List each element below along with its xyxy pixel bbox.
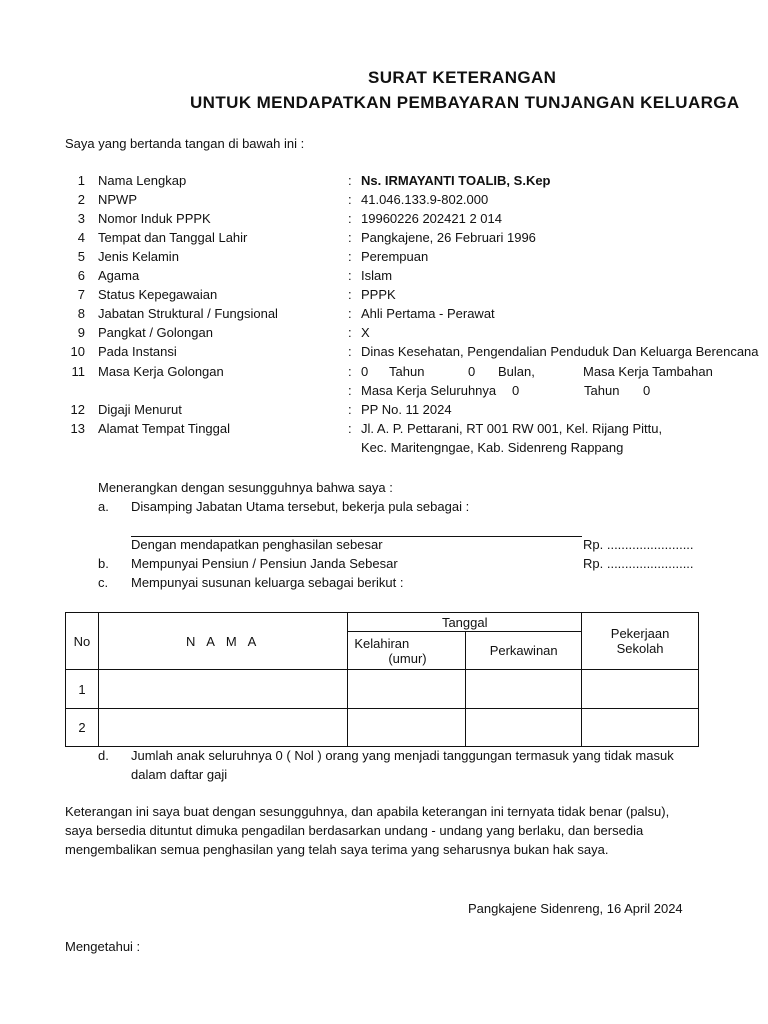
field-label: Jenis Kelamin: [98, 249, 179, 264]
place-date: Pangkajene Sidenreng, 16 April 2024: [468, 901, 683, 916]
header-nama: N A M A: [98, 613, 347, 670]
field-number: 1: [77, 173, 85, 188]
masa-kerja-tambahan-label: Masa Kerja Tambahan: [583, 364, 713, 379]
field-number: 3: [77, 211, 85, 226]
row-kelahiran[interactable]: [348, 709, 466, 747]
table-header-row: [66, 613, 699, 632]
field-colon: :: [348, 344, 352, 359]
field-number: 4: [77, 230, 85, 245]
header-kelahiran-label: Kelahiran: [354, 635, 410, 651]
field-number: 8: [77, 306, 85, 321]
item-a-letter: a.: [98, 499, 109, 514]
field-colon: :: [348, 211, 352, 226]
field-number: 10: [70, 344, 85, 359]
item-b-letter: b.: [98, 556, 109, 571]
mengetahui-label: Mengetahui :: [65, 939, 141, 954]
field-colon: :: [348, 173, 352, 188]
field-label: Digaji Menurut: [98, 402, 182, 417]
field-label: Tempat dan Tanggal Lahir: [98, 230, 248, 245]
closing-line-3: mengembalikan semua penghasilan yang telah saya terima yang seharusnya bukan hak saya.: [65, 842, 609, 857]
field-colon: :: [348, 421, 352, 436]
row-no: 1: [66, 670, 99, 709]
document-title: SURAT KETERANGAN: [368, 68, 557, 87]
closing-line-1: Keterangan ini saya buat dengan sesungguhnya, dan apabila keterangan ini ternyata tidak benar (palsu),: [65, 804, 670, 819]
row-nama[interactable]: [98, 670, 347, 709]
intro-text: Saya yang bertanda tangan di bawah ini :: [65, 136, 305, 151]
penghasilan-rp: Rp. ........................: [583, 537, 694, 552]
row-perkawinan[interactable]: [466, 709, 582, 747]
field-value: Pangkajene, 26 Februari 1996: [361, 230, 536, 245]
alamat-line-2: Kec. Maritengngae, Kab. Sidenreng Rappang: [361, 440, 624, 455]
field-value: Islam: [361, 268, 393, 283]
field-value: PP No. 11 2024: [361, 402, 452, 417]
item-b-text: Mempunyai Pensiun / Pensiun Janda Sebesar: [131, 556, 398, 571]
field-number: 13: [70, 421, 85, 436]
field-colon: :: [348, 402, 352, 417]
header-umur-label: (umur): [388, 650, 427, 666]
closing-line-2: saya bersedia dituntut dimuka pengadilan berdasarkan undang - undang yang berlaku, dan bersedia: [65, 823, 644, 838]
row-pekerjaan[interactable]: [582, 670, 699, 709]
item-d-letter: d.: [98, 748, 109, 763]
table-row: [66, 670, 699, 709]
field-label: Nama Lengkap: [98, 173, 187, 188]
family-table: [65, 612, 699, 747]
header-no: No: [66, 613, 99, 670]
field-value-name: Ns. IRMAYANTI TOALIB, S.Kep: [361, 173, 551, 188]
row-pekerjaan[interactable]: [582, 709, 699, 747]
item-d-line-2: dalam daftar gaji: [131, 767, 228, 782]
field-colon: :: [348, 268, 352, 283]
field-number: 7: [77, 287, 85, 302]
table-row: [66, 709, 699, 747]
gol-tahun-value: 0: [361, 364, 369, 379]
item-c-letter: c.: [98, 575, 109, 590]
field-value: Perempuan: [361, 249, 429, 264]
header-tanggal: Tanggal: [348, 613, 582, 632]
sel-tahun-label: Tahun: [584, 383, 620, 398]
sel-tahun-value: 0: [512, 383, 520, 398]
field-label: Status Kepegawaian: [98, 287, 218, 302]
document-subtitle: UNTUK MENDAPATKAN PEMBAYARAN TUNJANGAN KELUARGA: [190, 93, 740, 112]
field-label: Jabatan Struktural / Fungsional: [98, 306, 278, 321]
field-label: NPWP: [98, 192, 137, 207]
field-colon: :: [348, 306, 352, 321]
header-kelahiran: [348, 632, 466, 670]
field-number: 6: [77, 268, 85, 283]
field-number: 5: [77, 249, 85, 264]
menerangkan-text: Menerangkan dengan sesungguhnya bahwa saya :: [98, 480, 393, 495]
row-kelahiran[interactable]: [348, 670, 466, 709]
penghasilan-text: Dengan mendapatkan penghasilan sebesar: [131, 537, 383, 552]
header-pekerjaan: [582, 613, 699, 670]
row-nama[interactable]: [98, 709, 347, 747]
gol-bulan-label: Bulan,: [498, 364, 535, 379]
field-label: Alamat Tempat Tinggal: [98, 421, 230, 436]
field-value: X: [361, 325, 370, 340]
item-c-text: Mempunyai susunan keluarga sebagai berikut :: [131, 575, 404, 590]
field-value: 19960226 202421 2 014: [361, 211, 502, 226]
field-number: 2: [77, 192, 85, 207]
sel-bulan-value: 0: [643, 383, 651, 398]
field-colon: :: [348, 325, 352, 340]
field-label: Agama: [98, 268, 140, 283]
alamat-line-1: Jl. A. P. Pettarani, RT 001 RW 001, Kel. Rijang Pittu,: [361, 421, 663, 436]
row-perkawinan[interactable]: [466, 670, 582, 709]
field-label: Nomor Induk PPPK: [98, 211, 211, 226]
field-value: 41.046.133.9-802.000: [361, 192, 489, 207]
header-perkawinan: Perkawinan: [466, 632, 582, 670]
field-colon: :: [348, 230, 352, 245]
field-value: Ahli Pertama - Perawat: [361, 306, 495, 321]
field-value-instansi: Dinas Kesehatan, Pengendalian Penduduk Dan Keluarga Berencana: [361, 344, 759, 359]
item-d-line-1: Jumlah anak seluruhnya 0 ( Nol ) orang yang menjadi tanggungan termasuk yang tidak masuk: [131, 748, 674, 763]
field-label: Masa Kerja Golongan: [98, 364, 224, 379]
field-colon: :: [348, 364, 352, 379]
field-number: 11: [71, 364, 85, 379]
field-number: 12: [70, 402, 85, 417]
field-colon: :: [348, 249, 352, 264]
pensiun-rp: Rp. ........................: [583, 556, 694, 571]
seluruhnya-label: Masa Kerja Seluruhnya: [361, 383, 497, 398]
field-value: PPPK: [361, 287, 396, 302]
field-colon: :: [348, 287, 352, 302]
field-colon: :: [348, 192, 352, 207]
gol-bulan-value: 0: [468, 364, 476, 379]
gol-tahun-label: Tahun: [389, 364, 425, 379]
item-a-text: Disamping Jabatan Utama tersebut, bekerja pula sebagai :: [131, 499, 470, 514]
row-no: 2: [66, 709, 99, 747]
field-colon: :: [348, 383, 352, 398]
field-label: Pada Instansi: [98, 344, 177, 359]
header-pekerjaan-label: Pekerjaan: [610, 626, 670, 641]
field-label: Pangkat / Golongan: [98, 325, 213, 340]
header-sekolah-label: Sekolah: [616, 641, 664, 656]
field-number: 9: [77, 325, 85, 340]
